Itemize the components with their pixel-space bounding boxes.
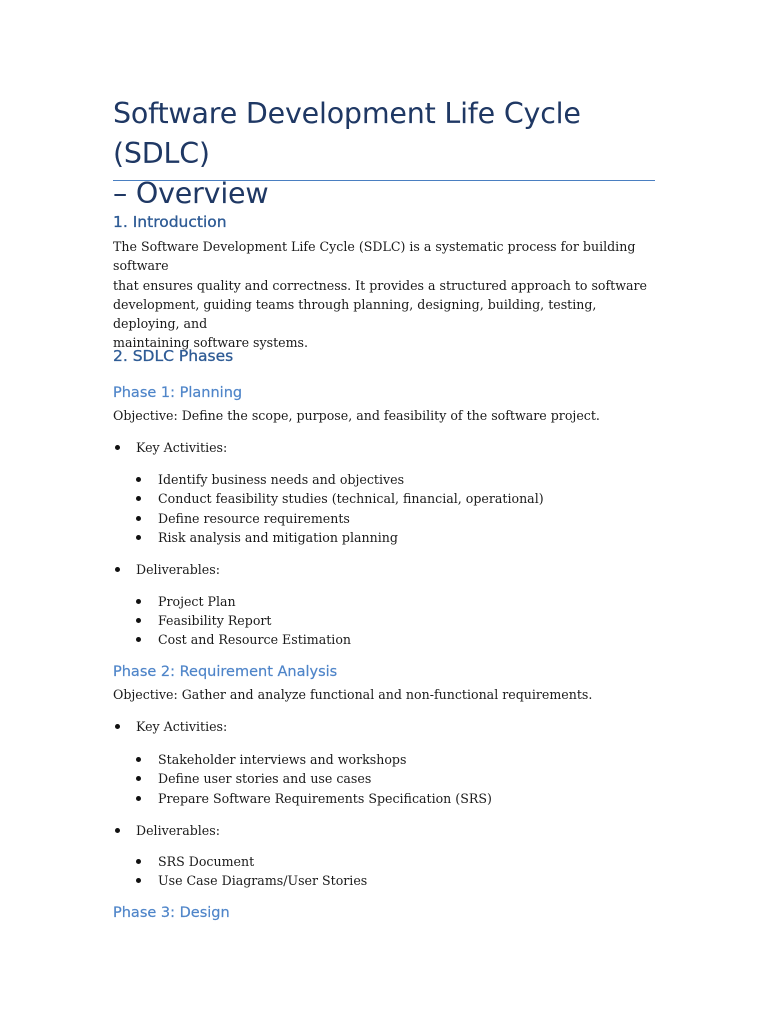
list-item: Project Plan [158, 594, 236, 609]
bullet-icon [115, 828, 120, 833]
list-item: Prepare Software Requirements Specification (SRS) [158, 791, 492, 806]
phase-1-heading: Phase 1: Planning [113, 385, 243, 401]
list-item: Define user stories and use cases [158, 771, 372, 786]
phase-1-key-activities-label: Key Activities: [136, 440, 228, 455]
bullet-icon [136, 477, 141, 482]
phase-1-deliverables-label: Deliverables: [136, 562, 220, 577]
bullet-icon [115, 724, 120, 729]
list-item: Cost and Resource Estimation [158, 632, 352, 647]
list-item: Define resource requirements [158, 511, 350, 526]
bullet-icon [136, 859, 141, 864]
phase-1-objective: Objective: Define the scope, purpose, and feasibility of the software project. [113, 408, 600, 423]
bullet-icon [136, 599, 141, 604]
list-item: Identify business needs and objectives [158, 472, 405, 487]
bullet-icon [136, 618, 141, 623]
title-line-1: Software Development Life Cycle (SDLC) [113, 97, 581, 170]
document-title [113, 94, 673, 214]
list-item: SRS Document [158, 854, 255, 869]
bullet-icon [136, 757, 141, 762]
bullet-icon [136, 516, 141, 521]
introduction-paragraph [113, 237, 658, 353]
phase-2-objective: Objective: Gather and analyze functional and non-functional requirements. [113, 687, 593, 702]
bullet-icon [136, 796, 141, 801]
introduction-heading: 1. Introduction [113, 213, 227, 231]
title-line-2: – Overview [113, 177, 269, 210]
phase-2-key-activities-label: Key Activities: [136, 719, 228, 734]
bullet-icon [115, 567, 120, 572]
list-item: Conduct feasibility studies (technical, financial, operational) [158, 491, 544, 506]
bullet-icon [136, 776, 141, 781]
introduction-line: development, guiding teams through planning, designing, building, testing, deploying, and [113, 296, 597, 332]
introduction-line: maintaining software systems. [113, 335, 308, 351]
phase-3-heading: Phase 3: Design [113, 905, 230, 921]
list-item: Risk analysis and mitigation planning [158, 530, 398, 545]
bullet-icon [136, 535, 141, 540]
title-underline [113, 180, 655, 181]
introduction-line: The Software Development Life Cycle (SDLC) is a systematic process for building software [113, 239, 636, 274]
sdlc-phases-heading: 2. SDLC Phases [113, 347, 234, 365]
introduction-line: that ensures quality and correctness. It provides a structured approach to software [113, 277, 647, 293]
bullet-icon [136, 637, 141, 642]
list-item: Use Case Diagrams/User Stories [158, 873, 368, 888]
list-item: Stakeholder interviews and workshops [158, 752, 407, 767]
bullet-icon [115, 445, 120, 450]
bullet-icon [136, 496, 141, 501]
list-item: Feasibility Report [158, 613, 272, 628]
phase-2-deliverables-label: Deliverables: [136, 823, 220, 838]
phase-2-heading: Phase 2: Requirement Analysis [113, 664, 338, 680]
bullet-icon [136, 878, 141, 883]
